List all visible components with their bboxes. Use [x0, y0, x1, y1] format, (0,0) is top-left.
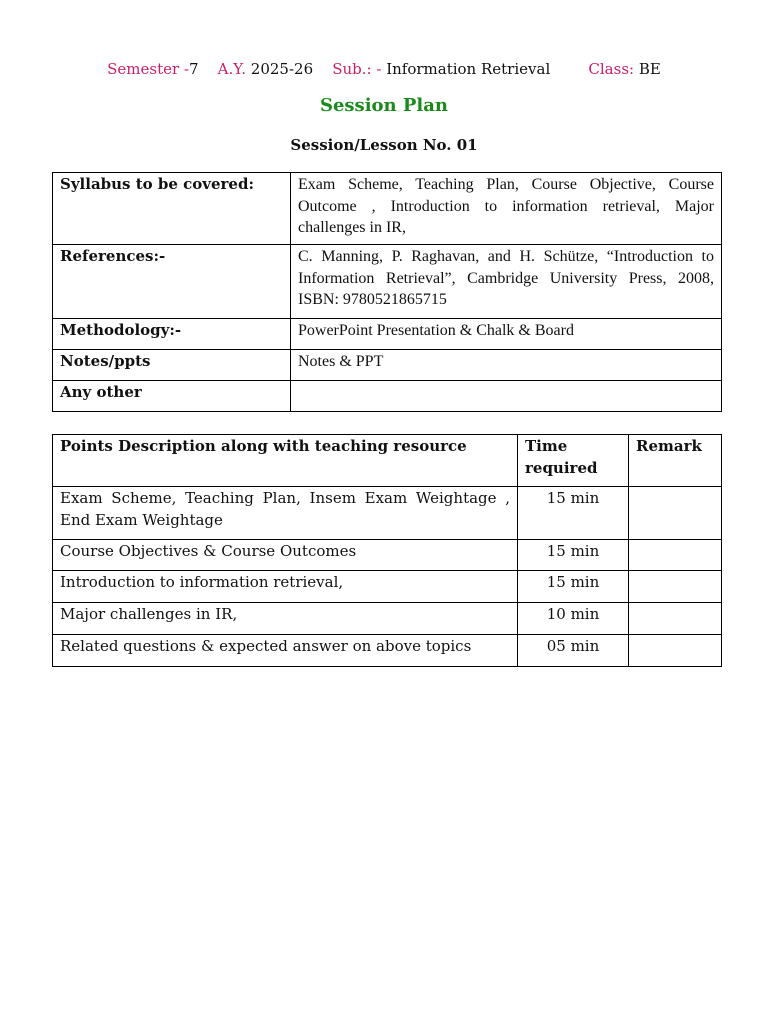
row-value: PowerPoint Presentation & Chalk & Board [291, 319, 722, 350]
table-row [53, 540, 722, 571]
remark-cell [629, 635, 722, 667]
time-cell: 15 min [518, 540, 629, 571]
row-value [291, 381, 722, 412]
time-cell: 15 min [518, 571, 629, 603]
table-row [53, 350, 722, 381]
row-key: Methodology:- [53, 319, 291, 350]
class-label: Class: [588, 60, 635, 78]
description-cell: Introduction to information retrieval, [53, 571, 518, 603]
time-cell: 15 min [518, 487, 629, 540]
table-row [53, 487, 722, 540]
table-row [53, 635, 722, 667]
time-cell: 05 min [518, 635, 629, 667]
table-row [53, 603, 722, 635]
column-header: Time required [518, 435, 629, 487]
description-cell: Course Objectives & Course Outcomes [53, 540, 518, 571]
header-line [0, 60, 768, 78]
table-row [53, 245, 722, 319]
table-row [53, 319, 722, 350]
column-header: Points Description along with teaching resource [53, 435, 518, 487]
ay-label: A.Y. [217, 60, 246, 78]
subject-value: Information Retrieval [386, 60, 551, 78]
session-info-table [52, 172, 722, 412]
remark-cell [629, 603, 722, 635]
column-header: Remark [629, 435, 722, 487]
row-value: Exam Scheme, Teaching Plan, Course Objective, Course Outcome , Introduction to information retrieval, Major challenges in IR, [291, 173, 722, 245]
remark-cell [629, 540, 722, 571]
semester-label: Semester - [107, 60, 190, 78]
description-cell: Related questions & expected answer on above topics [53, 635, 518, 667]
table-header-row [53, 435, 722, 487]
semester-value: 7 [189, 60, 199, 78]
row-key: Any other [53, 381, 291, 412]
row-key: Syllabus to be covered: [53, 173, 291, 245]
row-key: Notes/ppts [53, 350, 291, 381]
points-table [52, 434, 722, 667]
table-row [53, 173, 722, 245]
description-cell: Major challenges in IR, [53, 603, 518, 635]
table-row [53, 381, 722, 412]
page-title: Session Plan [319, 95, 449, 116]
table-row [53, 571, 722, 603]
time-cell: 10 min [518, 603, 629, 635]
subject-label: Sub.: - [332, 60, 382, 78]
row-key: References:- [53, 245, 291, 319]
ay-value: 2025-26 [250, 60, 314, 78]
row-value: Notes & PPT [291, 350, 722, 381]
description-cell: Exam Scheme, Teaching Plan, Insem Exam Weightage , End Exam Weightage [53, 487, 518, 540]
remark-cell [629, 487, 722, 540]
remark-cell [629, 571, 722, 603]
row-value: C. Manning, P. Raghavan, and H. Schütze, “Introduction to Information Retrieval”, Cambridge University Press, 2008, ISBN: 9780521865715 [291, 245, 722, 319]
class-value: BE [638, 60, 661, 78]
lesson-number: Session/Lesson No. 01 [290, 136, 478, 154]
